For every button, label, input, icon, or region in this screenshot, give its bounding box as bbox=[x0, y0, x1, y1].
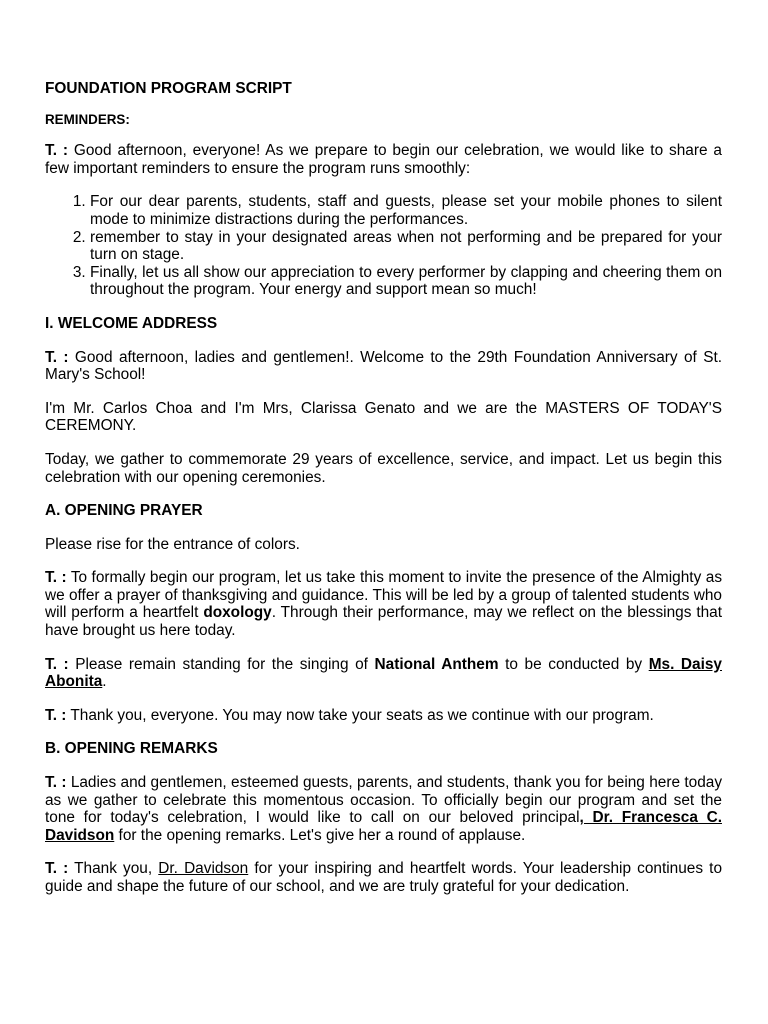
welcome-heading: I. WELCOME ADDRESS bbox=[45, 314, 218, 332]
welcome-text-1: Good afternoon, ladies and gentlemen!. Welcome to the 29th Foundation Anniversary of St. Mary's School! bbox=[45, 348, 723, 384]
prayer-paragraph-3 bbox=[45, 707, 722, 725]
document-title: FOUNDATION PROGRAM SCRIPT bbox=[45, 80, 292, 97]
speaker-label: T. : bbox=[45, 860, 69, 878]
remarks-text: Ladies and gentlemen, esteemed guests, parents, and students, thank you for being here today as we gather to celebrate this momentous occasion. To officially begin our program and set the tone for today's celebration, I would like to call on our beloved principal bbox=[45, 774, 723, 827]
speaker-label: T. : bbox=[45, 655, 69, 673]
speaker-label: T. : bbox=[45, 142, 68, 160]
prayer-paragraph-2 bbox=[45, 656, 722, 691]
speaker-label: T. : bbox=[45, 706, 67, 724]
prayer-text: To formally begin our program, let us take this moment to invite the presence of the Almighty as we offer a prayer of thanksgiving and guidance. This will be led by a group of talented students who will perform a heartfelt bbox=[45, 569, 723, 622]
remarks-text: Thank you, bbox=[74, 860, 159, 878]
anthem-text: to be conducted by bbox=[498, 655, 649, 673]
prayer-heading: A. OPENING PRAYER bbox=[45, 502, 203, 520]
welcome-paragraph-3: Today, we gather to commemorate 29 years of excellence, service, and impact. Let us begin this celebration with our opening ceremonies. bbox=[45, 450, 722, 486]
principal-name: , Dr. Francesca C. Davidson bbox=[45, 809, 722, 844]
remarks-paragraph-2 bbox=[45, 860, 722, 895]
remarks-paragraph-1 bbox=[45, 774, 722, 844]
speaker-label: T. : bbox=[45, 569, 67, 587]
welcome-paragraph-2: I'm Mr. Carlos Choa and I'm Mrs, Clarissa Genato and we are the MASTERS OF TODAY'S CEREMONY. bbox=[45, 399, 722, 435]
anthem-text: Please remain standing for the singing of bbox=[75, 655, 375, 673]
rise-paragraph: Please rise for the entrance of colors. bbox=[45, 535, 300, 553]
anthem-bold: National Anthem bbox=[374, 655, 499, 673]
speaker-label: T. : bbox=[45, 348, 69, 366]
conductor-name: Ms. Daisy Abonita bbox=[45, 655, 722, 691]
reminder-item: 2. remember to stay in your designated areas when not performing and be prepared for your turn on stage. bbox=[90, 229, 722, 264]
intro-text: Good afternoon, everyone! As we prepare to begin our celebration, we would like to share a few important reminders to ensure the program runs smoothly: bbox=[45, 142, 722, 177]
prayer-text: . Through their performance, may we reflect on the blessings that have brought us here today. bbox=[45, 604, 722, 640]
reminder-item: 1. For our dear parents, students, staff and guests, please set your mobile phones to silent mode to minimize distractions during the performances. bbox=[90, 193, 722, 228]
remarks-text: for your inspiring and heartfelt words. Your leadership continues to guide and shape the future of our school, and we are truly grateful for your dedication. bbox=[45, 860, 723, 895]
speaker-label: T. : bbox=[45, 774, 67, 792]
reminder-item: 3. Finally, let us all show our appreciation to every performer by clapping and cheering them on throughout the program. Your energy and support mean so much! bbox=[90, 264, 722, 299]
doxology-bold: doxology bbox=[203, 604, 272, 622]
prayer-paragraph-1 bbox=[45, 569, 722, 639]
reminders-label: REMINDERS: bbox=[45, 111, 130, 127]
anthem-text: . bbox=[102, 673, 107, 691]
document-page bbox=[45, 80, 722, 912]
remarks-heading: B. OPENING REMARKS bbox=[45, 740, 218, 758]
davidson-name: Dr. Davidson bbox=[158, 860, 249, 878]
intro-paragraph bbox=[45, 142, 722, 177]
thanks-text: Thank you, everyone. You may now take your seats as we continue with our program. bbox=[70, 706, 654, 724]
remarks-text: for the opening remarks. Let's give her a round of applause. bbox=[114, 826, 526, 844]
welcome-paragraph-1 bbox=[45, 349, 722, 384]
reminders-list bbox=[45, 193, 722, 299]
